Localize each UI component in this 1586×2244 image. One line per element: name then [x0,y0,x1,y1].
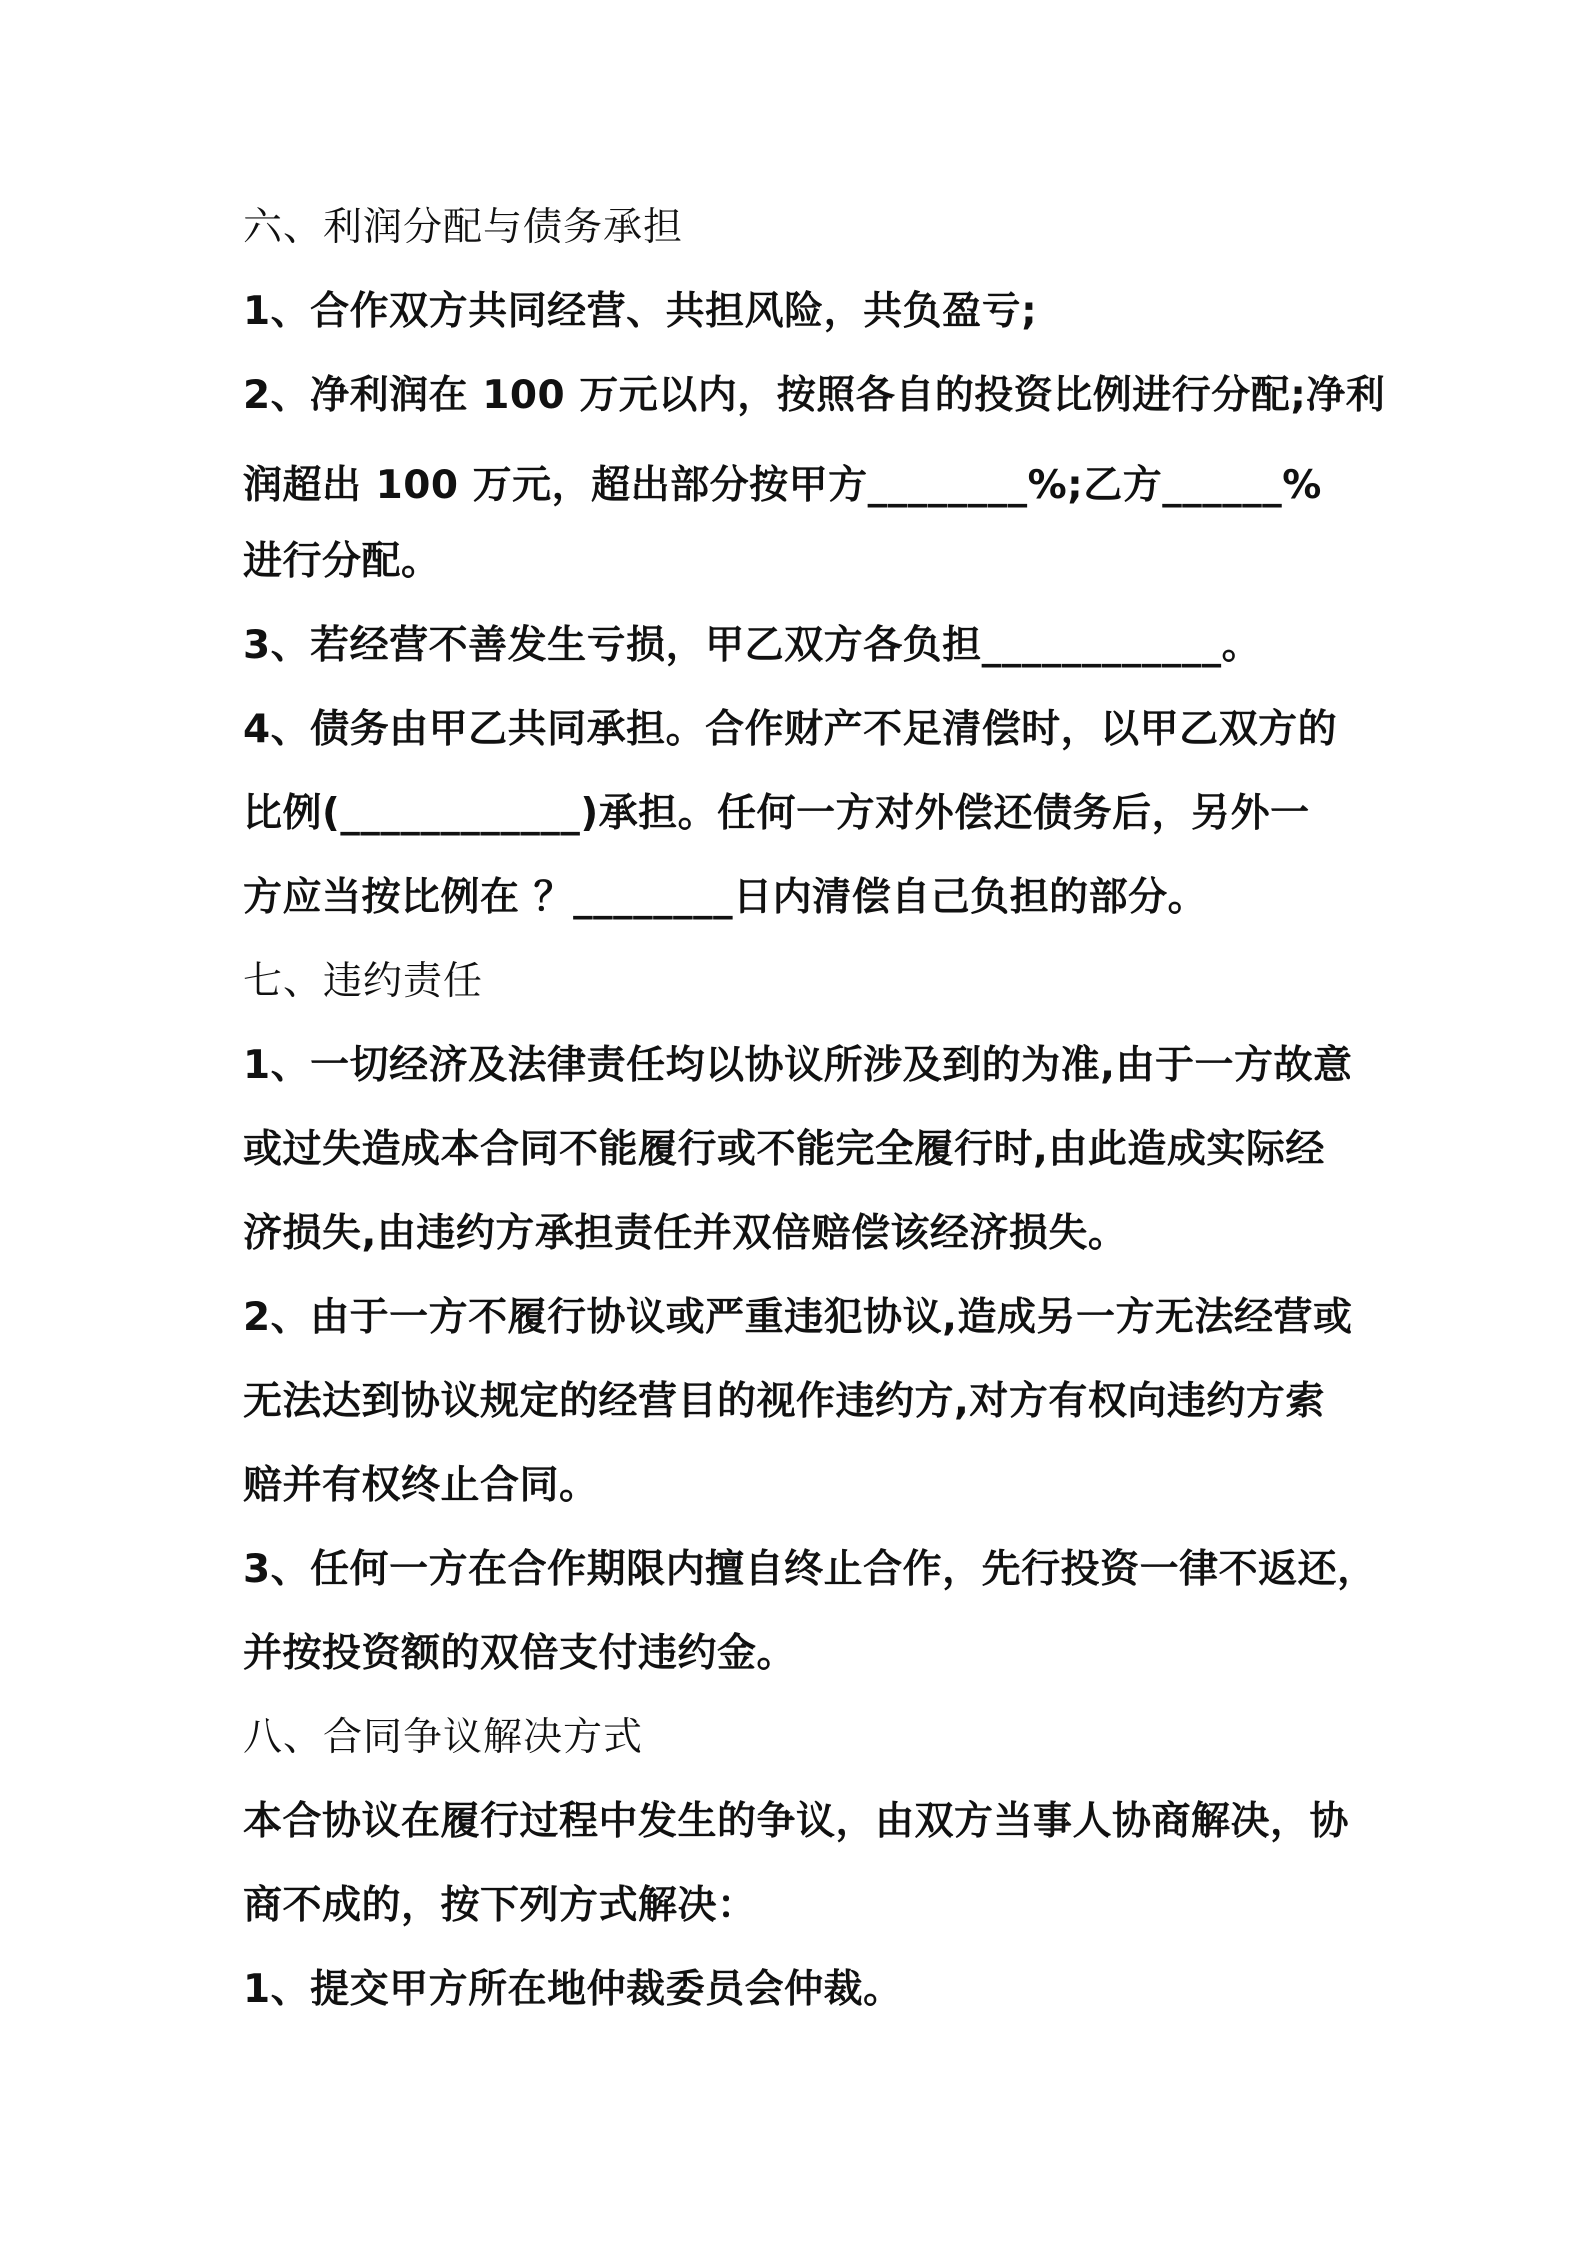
section-7-item-1-line-1: 1、一切经济及法律责任均以协议所涉及到的为准,由于一方故意 [243,1043,1353,1088]
section-8-intro-line-1: 本合协议在履行过程中发生的争议，由双方当事人协商解决，协 [243,1799,1350,1844]
section-7-item-2-line-1: 2、由于一方不履行协议或严重违犯协议,造成另一方无法经营或 [243,1295,1353,1340]
section-7-item-1-line-3: 济损失,由违约方承担责任并双倍赔偿该经济损失。 [243,1211,1128,1256]
section-6-item-2-line-3: 进行分配。 [243,539,441,584]
section-7-heading: 七、违约责任 [243,959,484,1004]
section-7-item-3-line-1: 3、任何一方在合作期限内擅自终止合作，先行投资一律不返还， [243,1547,1377,1592]
section-8-heading: 八、合同争议解决方式 [243,1715,644,1760]
section-7-item-1-line-2: 或过失造成本合同不能履行或不能完全履行时,由此造成实际经 [243,1127,1325,1172]
section-6-item-2-line-1: 2、净利润在 100 万元以内，按照各自的投资比例进行分配;净利 [243,373,1386,418]
section-7-item-2-line-3: 赔并有权终止合同。 [243,1463,599,1508]
section-6-item-4-line-2: 比例(____________)承担。任何一方对外偿还债务后，另外一 [243,791,1310,836]
section-6-item-2-line-2: 润超出 100 万元，超出部分按甲方________%;乙方______% [243,463,1322,508]
section-8-item-1: 1、提交甲方所在地仲裁委员会仲裁。 [243,1967,903,2012]
section-6-item-4-line-1: 4、债务由甲乙共同承担。合作财产不足清偿时，以甲乙双方的 [243,707,1338,752]
section-7-item-3-line-2: 并按投资额的双倍支付违约金。 [243,1631,797,1676]
section-6-heading: 六、利润分配与债务承担 [243,205,684,250]
section-8-intro-line-2: 商不成的，按下列方式解决： [243,1883,757,1928]
section-6-item-1: 1、合作双方共同经营、共担风险，共负盈亏; [243,289,1038,334]
section-6-item-4-line-3: 方应当按比例在 ？________日内清偿自己负担的部分。 [243,875,1208,920]
section-7-item-2-line-2: 无法达到协议规定的经营目的视作违约方,对方有权向违约方索 [243,1379,1325,1424]
section-6-item-3: 3、若经营不善发生亏损，甲乙双方各负担____________。 [243,623,1262,668]
